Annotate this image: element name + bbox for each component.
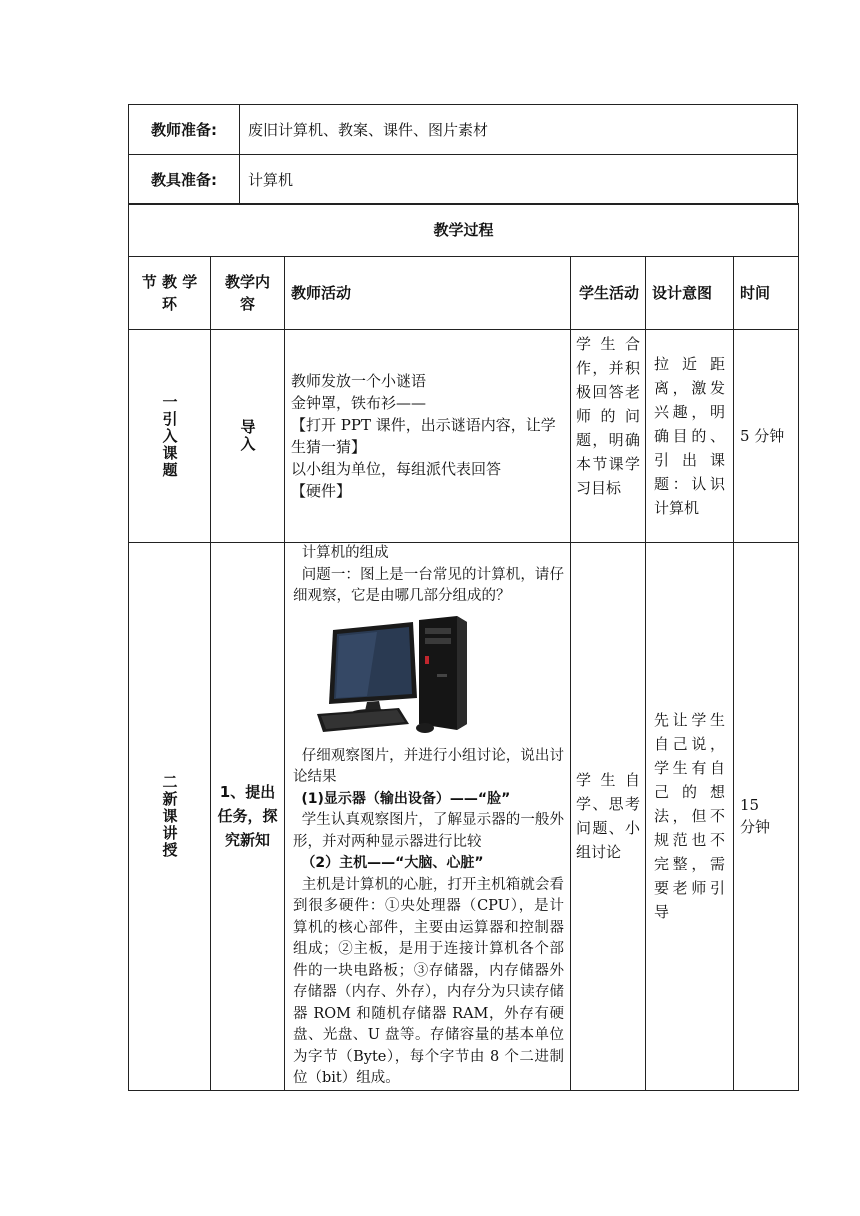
table-row — [129, 543, 799, 1091]
content-cell-1 — [211, 330, 285, 543]
segment-cell-1 — [129, 330, 211, 543]
table-title: 教学过程 — [129, 204, 799, 257]
segment-cell-2 — [129, 543, 211, 1091]
time-value: 15 — [740, 796, 760, 815]
segment-label-1: 一引入课题 — [160, 393, 179, 479]
header-teacher-activity: 教师活动 — [285, 257, 571, 330]
content-label-1: 导入 — [238, 419, 257, 453]
computer-image — [307, 614, 507, 736]
intent-cell-2: 先让学生自己说，学生有自己的想法，但不规范也不完整，需要老师引导 — [646, 543, 734, 1091]
host-title: （2）主机——“大脑、心脏” — [301, 855, 484, 871]
section-heading: 计算机的组成 — [301, 545, 389, 561]
teacher-line: 以小组为单位，每组派代表回答 — [291, 460, 502, 478]
tools-prep-label: 教具准备: — [129, 155, 240, 205]
time-cell-2 — [734, 543, 799, 1091]
time-cell-1: 5 分钟 — [734, 330, 799, 543]
host-text: 主机是计算机的心脏，打开主机箱就会看到很多硬件：①央处理器（CPU），是计算机的核心部件，主要由运算器和控制器组成；②主板，是用于连接计算机各个部件的一块电路板；③存储器，内存储器外存储器（内存、外存），内存分为只读存储器 ROM 和随机存储器 RAM，外存有硬盘、光盘、U 盘等。存储容量的基本单位为字节（Byte），每个字节由 8 个二进制位（bit）组成。 — [293, 876, 564, 1086]
header-content: 教学内容 — [211, 257, 285, 330]
prep-table — [128, 104, 798, 205]
teacher-line: 教师发放一个小谜语 — [291, 372, 427, 390]
content-cell-2: 1、提出任务，探究新知 — [211, 543, 285, 1091]
computer-illustration — [307, 614, 507, 736]
header-design-intent: 设计意图 — [646, 257, 734, 330]
intent-cell-1: 拉近距离，激发兴趣，明确目的、引出课题：认识计算机 — [646, 330, 734, 543]
header-segment: 节 教 学 环 — [129, 257, 211, 330]
teaching-process-table — [128, 203, 799, 1091]
teacher-line: 金钟罩，铁布衫—— — [291, 394, 427, 412]
observe-text: 仔细观察图片，并进行小组讨论，说出讨论结果 — [293, 747, 564, 785]
tools-prep-value: 计算机 — [240, 155, 798, 205]
student-cell-2: 学生自学、思考问题、小组讨论 — [571, 543, 646, 1091]
teacher-cell-1 — [285, 330, 571, 543]
monitor-text: 学生认真观察图片，了解显示器的一般外形，并对两种显示器进行比较 — [293, 812, 564, 850]
teacher-prep-value: 废旧计算机、教案、课件、图片素材 — [240, 105, 798, 155]
teacher-line: 【硬件】 — [291, 482, 352, 500]
teacher-prep-label: 教师准备: — [129, 105, 240, 155]
teacher-line: 【打开 PPT 课件，出示谜语内容，让学生猜一猜】 — [291, 416, 556, 456]
table-row — [129, 330, 799, 543]
time-unit: 分钟 — [740, 818, 771, 837]
header-student-activity: 学生活动 — [571, 257, 646, 330]
teacher-cell-2 — [285, 543, 571, 1091]
segment-label-2: 二新课讲授 — [160, 773, 179, 859]
student-cell-1: 学生合作，并积极回答老师的问题，明确本节课学习目标 — [571, 330, 646, 543]
header-time: 时间 — [734, 257, 799, 330]
monitor-title: (1)显示器（输出设备）——“脸” — [301, 790, 511, 807]
question-one: 问题一：图上是一台常见的计算机，请仔细观察，它是由哪几部分组成的？ — [293, 566, 564, 604]
